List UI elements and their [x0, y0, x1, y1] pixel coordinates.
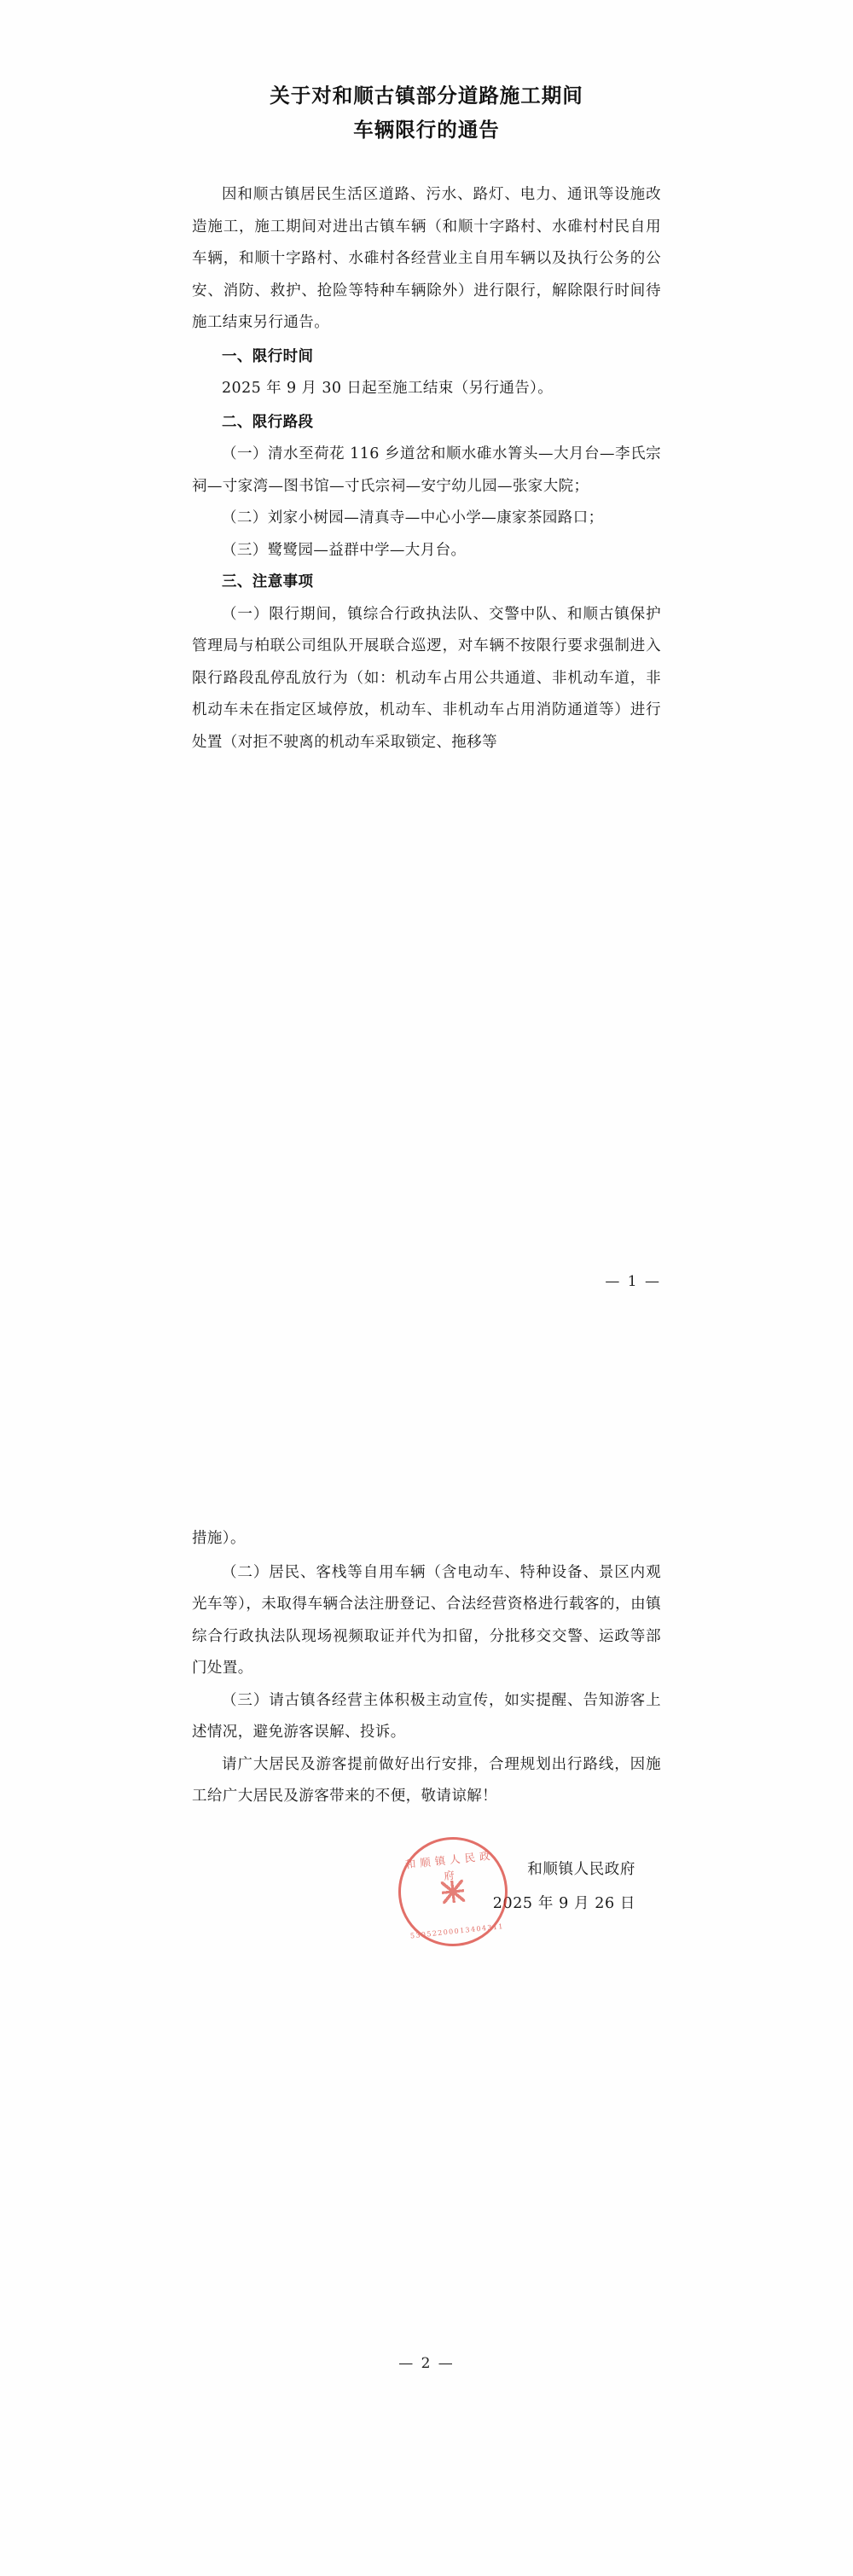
section-2-item-1: （一）清水至荷花 116 乡道岔和顺水碓水箐头—大月台—李氏宗祠—寸家湾—图书馆—寸氏宗祠—安宁幼儿园—张家大院； — [192, 445, 661, 495]
page-1-number: — 1 — — [605, 1273, 661, 1290]
seal-top-text: 和顺镇人民政府 — [404, 1848, 496, 1882]
page-title-line-1: 关于对和顺古镇部分道路施工期间 — [270, 84, 583, 108]
section-2-item-2: （二）刘家小树园—清真寺—中心小学—康家茶园路口； — [222, 509, 604, 526]
page-2-content — [0, 1523, 853, 2576]
closing-paragraph: 请广大居民及游客提前做好出行安排，合理规划出行路线，因施工给广大居民及游客带来的不便，敬请谅解！ — [192, 1755, 661, 1805]
page-break-gap — [0, 1361, 853, 1523]
section-3-item-2: （二）居民、客栈等自用车辆（含电动车、特种设备、景区内观光车等），未取得车辆合法注册登记、合法经营资格进行载客的，由镇综合行政执法队现场视频取证并代为扣留，分批移交交警、运政等部门处置。 — [192, 1563, 661, 1677]
signature-date: 2025 年 9 月 26 日 — [492, 1894, 635, 1912]
page-2-number: — 2 — — [398, 2355, 455, 2372]
section-2-heading: 二、限行路段 — [222, 413, 314, 431]
section-3-heading: 三、注意事项 — [222, 573, 314, 590]
section-2-item-3: （三）鹭鹭园—益群中学—大月台。 — [222, 541, 467, 559]
official-seal-icon — [393, 1831, 514, 1951]
continuation-text: 措施）。 — [192, 1530, 246, 1547]
intro-paragraph: 因和顺古镇居民生活区道路、污水、路灯、电力、通讯等设施改造施工，施工期间对进出古镇车辆（和顺十字路村、水碓村村民自用车辆，和顺十字路村、水碓村各经营业主自用车辆以及执行公务的公安、消防、救护、抢险等特种车辆除外）进行限行，解除限行时间待施工结束另行通告。 — [192, 186, 661, 331]
page-title-line-2: 车辆限行的通告 — [353, 118, 500, 142]
section-1-text: 2025 年 9 月 30 日起至施工结束（另行通告）。 — [222, 380, 554, 397]
signature-org: 和顺镇人民政府 — [527, 1860, 635, 1878]
seal-bottom-text: 53052200013404311 — [409, 1922, 505, 1939]
page-title — [192, 79, 661, 147]
section-1-heading: 一、限行时间 — [222, 347, 314, 365]
section-3-item-1-part-1: （一）限行期间，镇综合行政执法队、交警中队、和顺古镇保护管理局与柏联公司组队开展联合巡逻，对车辆不按限行要求强制进入限行路段乱停乱放行为（如：机动车占用公共通道、非机动车道，非机动车未在指定区域停放，机动车、非机动车占用消防通道等）进行处置（对拒不驶离的机动车采取锁定、拖移等 — [192, 605, 661, 751]
section-3-item-3: （三）请古镇各经营主体积极主动宣传，如实提醒、告知游客上述情况，避免游客误解、投诉。 — [192, 1691, 661, 1741]
signature-block — [192, 1848, 661, 1939]
